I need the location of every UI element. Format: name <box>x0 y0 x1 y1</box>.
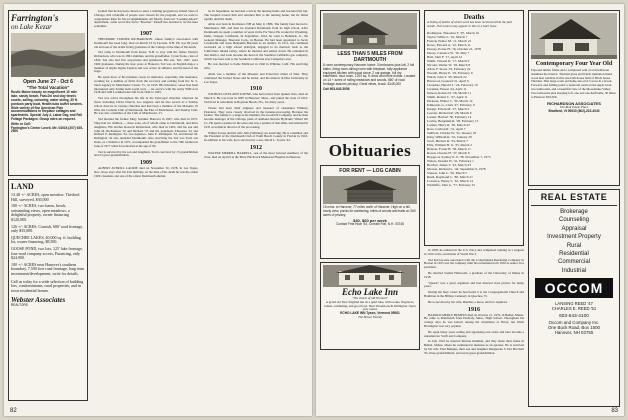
death-entry: Smith, Vincent K. '17, March 9 <box>427 58 470 63</box>
real-estate-heading: REAL ESTATE <box>540 192 608 202</box>
death-entry: Rodington, Theodore T. '07, March 10 <box>427 30 480 35</box>
obit-paragraph: Ted had become associated with the Consolidated Rendering Company in Boston in 1923 was the company until his retirement from 1956 as senior vice president. <box>424 257 524 270</box>
obit-paragraph: WALTER MERRILL HARRELL, one of the most beloved members of the class, died on April 6 at the Mary Hitchcock Memorial Hospital in Hanover. <box>204 150 308 159</box>
log-cabin-price: $40, $60 per week <box>353 218 387 224</box>
page-number: 83 <box>611 408 618 414</box>
obit-paragraph: He is survived by his wife, Benthia, a niece, and two nephews. <box>428 299 508 304</box>
death-entry: King, William R. '33, January 29 <box>427 134 472 139</box>
land-item: 126 +/- ACRES, Cornish, 680' road frontage, only $35,000. <box>11 223 84 234</box>
death-entry: Smith, Robert C. '27, April 11 <box>427 94 468 99</box>
death-entry: Dorsey, Porter H. '16, October 21, 1978 <box>427 46 481 51</box>
death-entry: Hopgood, Sydney P. Jr. '38, November 7, 1975 <box>427 154 491 159</box>
obit-paragraph: ni. In September, he had had a fall in the nursing home and fractured his hip. The hospital treated him and returned him to the nursing home, but he failed rapidly until his death. <box>204 10 308 21</box>
death-entry: Walsh, John T. '20, March 22 <box>427 74 467 79</box>
death-entry: Vanson, John C. '56, March 5 <box>427 170 467 175</box>
real-estate-services <box>531 208 617 275</box>
log-cabin-heading: FOR RENT — LOG CABIN <box>339 168 401 174</box>
farringtons-ad <box>8 10 88 176</box>
death-entry: Nelson, Robert D. '26, March 11 <box>427 90 472 95</box>
contemporary-agency-sub: The Real Estate Place <box>559 105 589 110</box>
death-entry: Leavett, Richard R. '28, March 9 <box>427 110 472 115</box>
death-entry: Ross, Carlton R. '31, April 7 <box>427 126 466 131</box>
obit-paragraph: Ted is survived by his son and daughters. Ted is survived by 13 grandchildren and 23 great-grandchildren. <box>94 149 198 158</box>
contemporary-heading: Contemporary Four Year Old <box>535 61 613 67</box>
obit-paragraph: THEODORE TURNER RICHARDSON, whose family's association with Dartmouth has been long, died on March 10 in Laconia, N.H. He was 96 years old and one of the oldest living graduates of the College at the time of his death. <box>94 36 198 49</box>
farringtons-subtitle: on Lake Kezar <box>11 23 52 31</box>
obit-paragraph: ALBERT AVERILL LAURIE died on November 30, 1978, in Las Vegas, Nev., three days after his 91st birthday. At the time of his death he was the oldest 1909 classmate and one of the oldest Dartmouth alumni. <box>94 166 198 178</box>
lake-photo <box>11 33 85 77</box>
death-entry: Ducey, Clarence W. '16, May 7 <box>427 50 470 55</box>
inn-photo <box>323 265 417 287</box>
service-item: Industrial <box>561 267 587 274</box>
house-ad <box>320 10 420 138</box>
owner-line: LANSING REED '47 <box>555 301 593 307</box>
obit-paragraph: Towne had been chief engineer and treasurer of classmates Whitney Fasteners. They were closely involved in the fastener-processing. Because the former. The family is a large-scale member, the Goodrich Company, and he then became manager of the Chicago plant of Ashland-Stevens Hydraulic Wheel Oil Co. He spent a partner in the sales and was a partner of that Ohio, and returned in 1931 as technical director of the processing. <box>204 105 308 129</box>
death-entry: Loltzer, Harry R. '30, March 22 <box>427 122 470 127</box>
service-item: Appraisal <box>561 225 587 232</box>
deaths-list <box>427 31 521 187</box>
real-estate-ad <box>528 189 620 407</box>
log-cabin-body: 15 mins. to Hanover, 77 miles north of Hanover. High on a hill, lovely view, ponds for swimming, miles of woods and trails on 360 acres of privacy. <box>323 205 416 217</box>
house-phone: Call 603-643-5056 <box>323 86 350 91</box>
land-item: 13.48 +/- ACRES, open meadow, Thetford Hill, surveyed, $30,000 <box>11 192 80 202</box>
service-item: Residential <box>559 251 589 258</box>
deaths-box <box>424 10 524 246</box>
death-entry: Edmonds, G. Clark '27, February 9 <box>427 102 475 107</box>
log-cabin-ad <box>320 165 420 259</box>
death-entry: Lovelace, Henry L. '61, March 14 <box>427 178 473 183</box>
obituary-column-2 <box>204 10 308 410</box>
echo-lake-family: The Brown Family <box>358 314 382 319</box>
land-item: GOOSE POND, two lots, 125' lake frontage, four-road company access, Financing, only $24,900. <box>11 245 83 261</box>
farringtons-dates: Open June 27 - Oct 6 <box>23 79 73 85</box>
obit-paragraph: "Quack" was a great organizer and had directed class picnics for many years. <box>424 280 524 289</box>
service-item: Commercial <box>557 259 590 266</box>
real-estate-phone: 603-643-4100 <box>559 313 589 319</box>
real-estate-company: Occom and Company Inc. <box>548 319 600 325</box>
death-entry: Creamer, Ernest '24, April 11 <box>427 86 467 91</box>
land-item: 100 +/- ACRES, two barns, brook, outstanding views, open meadows, a delightful property, owner financing $120,000. <box>11 203 70 222</box>
land-closing: Call us today for a wide selection of building lots, condominiums, rural properties, and in town residential homes. <box>11 278 84 293</box>
contemporary-ad <box>528 10 620 186</box>
echo-lake-ad <box>320 262 420 350</box>
death-entry: Knapp, Edwin M. '27, March 5 <box>427 106 470 111</box>
obit-paragraph: Wilbur Towne and his wife Julia (Whitney) are surviving. He is a member and the President of the Dartmouth Club of Palm Beach County in Florida in 1963. In addition to his wife, he is survived by a son, David L. Towne '44. <box>204 130 308 143</box>
class-year-heading: 1907 <box>140 30 152 37</box>
class-year-heading: 1916 <box>468 306 480 313</box>
farringtons-tagline: "The Total Vacation" <box>26 85 70 90</box>
obituaries-title-wrap <box>320 141 420 161</box>
death-entry: Dickson, Walter C. '30, March 14 <box>427 98 473 103</box>
obit-paragraph: In July 1916 he married Marion Rammel, and they made their home in Bethel, Maine, where he continued in business as an apraiser. He is survived by his wife, Paul Bumpus, their son and daughter Marguerite S. Dot Brochett '65, three grandchildren, and seven great-grandchildren. <box>424 339 524 355</box>
service-item: Brokerage <box>560 209 588 215</box>
service-item: Counseling <box>558 217 590 224</box>
right-page <box>316 4 624 416</box>
obit-paragraph: formed that he has been chosen to enter a training program for Inland Steel of Chicago, this a handful of people were chosen for the program, and we want to congratulate Russ for his accomplishment. All finally, from our "Looking Ahead" department, come word that Steve "Boomer" Tarnell has decided to tie the knot sometime <box>94 10 198 29</box>
obit-paragraph: Ted came to Dartmouth from Kezar, N.H. to stay with his father, Herbert Richardson, who was in 1861 alumnus, and his grandfather, Cyrus Stone, class of 1822. Ted also had five step-uncles and grandsons. His son, Ted, 1947, were 1960 graduates. During his four years at Hanover, Ted was an English major, a member of Alpha Sigma Epsilon and was active in athletics and the head of the stage. <box>94 50 198 74</box>
real-estate-address: One Buck Road, Box 1500 <box>548 325 600 331</box>
land-item: QUECHEE LAKES, 40,000 sq. ft. building lot, owner financing, $8,500. <box>11 234 81 245</box>
right-realestate-column <box>528 10 620 410</box>
house-heading: LESS THAN 5 MILES FROM DARTMOUTH <box>337 51 403 63</box>
land-agency-sub: REALTORS <box>11 303 28 308</box>
death-entry: Sullivan, Charles W. '32, January 25 <box>427 130 477 135</box>
death-entry: Nicolet, Walter W. '18, March 8 <box>427 62 471 67</box>
obit-text-right <box>424 249 524 356</box>
obit-paragraph: HAROLD MERLE BUMPUS died on October 21, 1979, in Bethel, Maine. He came to Dartmouth from Peabody, Mass., High School. Throughout his college days he was known among his classmates as Harry, but Wells Harrington was very popular. <box>424 312 524 328</box>
death-entry: Larsen, Herbert '30, February 14 <box>427 114 472 119</box>
obituary-column-1 <box>94 10 198 410</box>
divider <box>531 205 617 206</box>
farringtons-body: Rustic Maine beauty on magnificent 10 mile lake, sandy beach, Fast-Dri and clay tennis courts, sailing, canoeing, water skiing, 35 ft. pontoon party boat, Health tubs buffet lunches. Wide variety of fine American Plan accommodations in fireplace cottages and apartments. Special July 4, Labor Day, and Fall Foliage Packages. Group rates on request. <box>11 90 83 121</box>
death-entry: Rowe, Edward A. '12, March 11 <box>427 42 471 47</box>
service-item: Rural <box>566 242 582 249</box>
right-ad-column <box>320 10 420 353</box>
farringtons-contact: Farrington's Center Lovell, Me. 04016 (207) 925-2500 <box>11 125 83 134</box>
echo-lake-title: Echo Lake Inn <box>341 287 398 297</box>
obit-paragraph: He was married to Sadie Mallicoat in 1940 in Whittier, Calif. His surviving wife. <box>204 62 308 71</box>
death-entry: Harwood, Leonard '21, April 9 <box>427 78 469 83</box>
left-ad-column <box>8 10 88 404</box>
deaths-heading: Deaths <box>463 13 485 21</box>
death-entry: Rosen, Charles H. '37, March 9 <box>427 150 470 155</box>
obituaries-title: Obituaries <box>328 141 412 160</box>
death-entry: Benson, Foster B. '36, March 11 <box>427 146 471 151</box>
obit-paragraph: He spent many years selling and appraising real estate and later became a salesman for Swift and Company. <box>424 329 524 338</box>
death-entry: Morton, Richard L. '44, September 9, 1978 <box>427 166 486 171</box>
deaths-note: A listing of deaths of which word has been received within the past month. Full notices may appear in this or a later issue. <box>427 20 513 28</box>
farringtons-write: Write or Call: <box>11 121 31 126</box>
death-entry: Wickliffe, John G. '77, February 25 <box>427 182 476 187</box>
contemporary-agency: RICHARDSON ASSOCIATES <box>547 101 601 107</box>
obit-paragraph: He married Sophia Hallowell, a graduate of the University of Maine in 1918. <box>424 270 524 279</box>
class-year-heading: 1909 <box>140 160 152 167</box>
obit-paragraph: Albie was born in Rochester, NH on May 9, 1886. The family later moved to Manchester, NH, and then he attended Dartmouth from its high school. After Dartmouth, he spent a number of years in the Far West. He worked in Wyoming, Idaho, Oregon, California. In September, 1914, he went to Bentinck, Jr., the General Manager, Sheraton Corp., in Boston. He had been appointed to Jacob Lewinsohn and Jesse Benjamin Burstein as an auditor. In 1911, the continued westward on a high school principal, engaged to be married, back to the California's inland valley, where he married and settled down. He remained in that district, and soon became the head of the Southern California gas company, which was later sold to the Southern California Gas Company's area. <box>204 22 308 61</box>
death-entry: Taylor, Willie L. '10, March 7 <box>427 34 468 39</box>
obit-paragraph: Albie was a member of the Masonic and Protective Order of Elks. They celebrated the United States and he Order, and his interest in Elks University in Las Vegas. <box>204 71 308 84</box>
class-year-heading: 1912 <box>250 144 262 151</box>
echo-lake-body: A grand old New England inn on a quiet lake, with rooms, fireplaces, tennis, swimming, and good food. Near Woodstock & Killington. Open year round. <box>324 299 416 312</box>
obit-paragraph: During his busy career he had found it to the Congregational Church and Hamilton in the Hilltop Cemetery in Quechee, Vt. <box>424 290 524 298</box>
contemporary-body: Exposed timber frame and a sculptured wall of old fieldstone dominate the interior. Thermal glass and 8 inch insulation make wood heat sensible in this one-bath house built of Birch house Thermal. This large-room old home sits on 6.5 acres in a brook. Forward, and fishing pond: a bedroom room on the upper level, two bathrooms, and a beautiful view of the Moosilauke Valley. Two bedrooms plus sleeping loft, one and one-half baths, 30 miles to Hanover $59,500. <box>531 68 616 99</box>
obit-paragraph: Ted was active throughout his life in the Episcopal churches wherever he lived, including Christ Church, Los Angeles, and he also served as a Sunday school director in various churches and had been a member of the Masonic, Pi Omi, the Cornelia Club of Dartmouth, the Elks of Manchester, and Sunday Club. He was also a member of the Club of Manchester, Vt. <box>94 96 198 116</box>
deaths-column <box>424 10 524 410</box>
occom-logo: OCCOM <box>535 278 613 298</box>
left-page <box>4 4 312 416</box>
echo-lake-tagline: "The charm of old Vermont" <box>352 296 388 300</box>
death-entry: Worrall, Henry E. '19, February 9 <box>427 70 473 75</box>
obit-paragraph: Ted married the former Mary Sommer Hanover in 1907, who died in 1975. They had six children — three sons, all of whom came to Dartmouth, and three daughters. His brother Roswell Richardson, who died in 1965, and his son and John M. Richardson '32 and Richard '37 and his grandsons Theodore '61 and Richard P. Redington '34, two nephews, John E. Redington '34, and Robert M. Redington '42 also attended Dartmouth. Also surviving the Ted was Ted's son Dana, as a Statistics in 1971, accompanied his grandfather to the 70th reunion in June of 1977 when Ted enrolled at the age of 96. <box>94 117 198 148</box>
cabin-photo <box>323 176 417 204</box>
death-entry: Cleophas, Harold L. '24, February 16 <box>427 82 478 87</box>
death-entry: French, Walter M. '11, March 21 <box>427 38 472 43</box>
death-entry: Scott, Herbert R. '34, March 7 <box>427 138 468 143</box>
death-entry: Levine, Benjamin R. '28, February 13 <box>427 118 479 123</box>
echo-lake-contact: ECHO LAKE INN Tyson, Vermont 05081 <box>340 311 400 316</box>
obit-paragraph: in 1958, he enlisted in the U.S. Navy and completed training as a surgeon in 1910 at the conclusion of World War I. <box>424 248 524 256</box>
death-entry: Ruell, Raymond C. '60, March 21 <box>427 174 473 179</box>
log-cabin-contact: Contact Fritz Hoar '44, Cornish Flat, N.H. 03745 <box>336 222 404 227</box>
owner-line: CHARLES E. REED '51 <box>551 306 597 312</box>
obit-paragraph: WILBUR LOVELAND TOWNE, who had retired from Quaker Oats, died on March 9. He was born in 1887 in Hanover, Mass., and joined the class of 1910. Ted lived in retirement in Boynton Beach, Fla., for many years. <box>204 92 308 104</box>
house-photo <box>323 13 417 49</box>
house-body: 8 room contemporary Hanover home: 3 bedrooms plus loft, 2 full baths, living room-dining room with fireplace, fully appliance equipped kitchen with wood stove, 2 car garage, full dry basement, mud room, 1200 sq. ft. deck and more extras. Located on 14 + acres of rolling meadows and woods, 660' of road frontage assures privacy. Great views, brook. $145,000 <box>323 63 416 86</box>
obit-paragraph: He spent most of his business career in insurance, especially title insurance, working for a number of firms from the recovery and retiring from the St. S. Stern Agency in Manchester Center, Vt., in 1945. His insurance career had been interrupted only during both world wars — he service with the Army YMCA in 1918 and with Lockheed Aircraft from 1942 to 1945. <box>94 75 198 95</box>
land-item: 100 +/- ACRES near Hanover's southern boundary, 7,500 foot road frontage, long term investment/development, write for details. <box>11 261 85 276</box>
land-agency: Webster Associates <box>11 296 66 305</box>
service-item: Investment Property <box>547 234 601 241</box>
death-entry: Ellis, William H. Jr. '35, March 2 <box>427 142 472 147</box>
death-entry: Hall, John F. '17, April 12 <box>427 54 462 59</box>
land-ad <box>8 179 88 401</box>
real-estate-address: Hanover, NH 03755 <box>554 330 594 336</box>
land-heading: LAND <box>11 182 34 191</box>
death-entry: Bercher, James V. '43, March 23 <box>427 162 471 167</box>
class-year-heading: 1910 <box>250 86 262 93</box>
death-entry: Waters, Donald W. '41, February 1 <box>427 158 474 163</box>
contemporary-address: Bradford, Vt 05033 (802)-222-4040 <box>548 109 600 114</box>
contemporary-house-photo <box>531 13 617 59</box>
farringtons-title: Farrington's <box>11 13 59 23</box>
death-entry: Allen, F. Stone '19, February 22 <box>427 66 471 71</box>
page-number: 82 <box>10 408 17 414</box>
